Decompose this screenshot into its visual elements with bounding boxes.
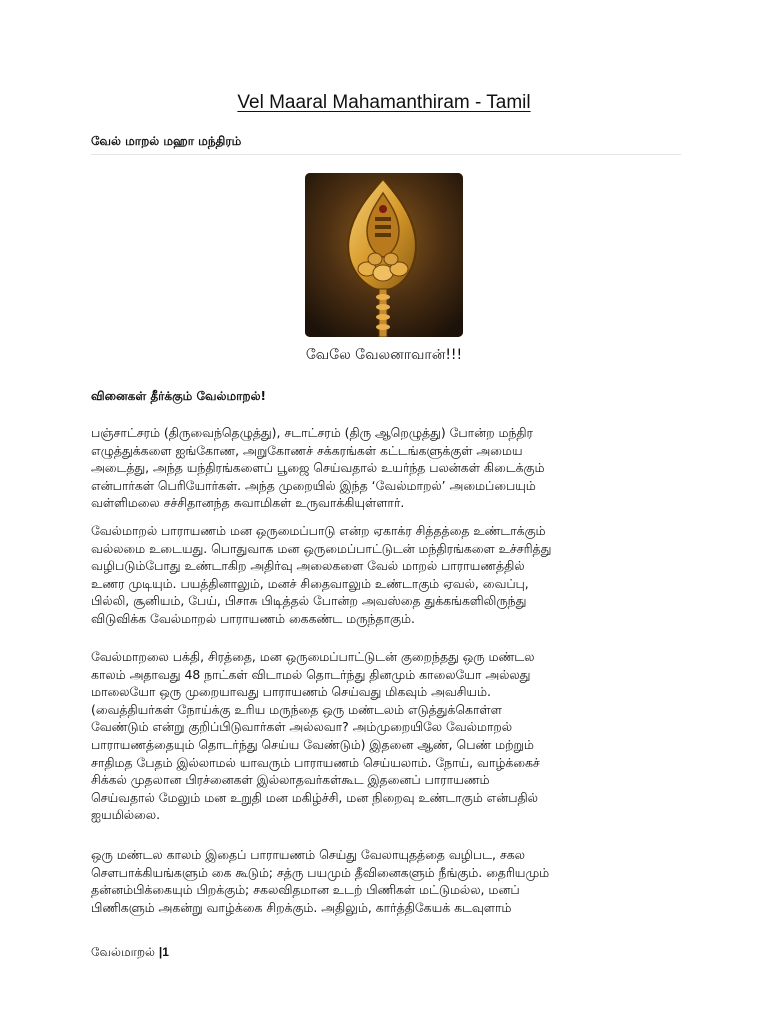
page-number: 1 bbox=[162, 945, 169, 959]
footer-separator: | bbox=[158, 945, 163, 959]
image-caption: வேலே வேலனாவான்!!! bbox=[305, 347, 463, 363]
paragraph-4: ஒரு மண்டல காலம் இதைப் பாராயணம் செய்து வேலாயுதத்தை வழிபட, சகல சௌபாக்கியங்களும் கை கூடும்; சத்ரு பயமும் தீவினைகளும் நீங்கும். தைரியமும் தன்னம்பிக்கையும் பிறக்கும்; சகலவிதமான உடற் பிணிகள் மட்டுமல்ல, மனப் பிணிகளும் அகன்று வாழ்க்கை சிறக்கும். அதிலும், கார்த்திகேயக் கடவுளாம் bbox=[91, 847, 550, 915]
section-heading: வேல் மாறல் மஹா மந்திரம் bbox=[91, 134, 681, 155]
document-title bbox=[0, 92, 768, 114]
footer-label: வேல்மாறல் bbox=[91, 945, 156, 959]
vel-spear-image bbox=[305, 173, 463, 337]
page-footer bbox=[91, 945, 169, 961]
vel-spear-illustration bbox=[305, 173, 463, 337]
subheading: வினைகள் தீர்க்கும் வேல்மாறல்! bbox=[91, 389, 267, 403]
paragraph-3: வேல்மாறலை பக்தி, சிரத்தை, மன ஒருமைப்பாட்டுடன் குறைந்தது ஒரு மண்டல காலம் அதாவது 48 நாட்கள் விடாமல் தொடர்ந்து தினமும் காலையோ அல்லது மாலையோ ஒரு முறையாவது பாராயணம் செய்வது மிகவும் அவசியம். (வைத்தியர்கள் நோய்க்கு உரிய மருந்தை ஒரு மண்டலம் எடுத்துக்கொள்ள வேண்டும் என்று குறிப்பிடுவார்கள் அல்லவா? அம்முறையிலே வேல்மாறல் பாராயணத்தையும் தொடர்ந்து செய்ய வேண்டும்) இதனை ஆண், பெண் மற்றும் சாதிமத பேதம் இல்லாமல் யாவரும் பாராயணம் செய்யலாம். நோய், வாழ்க்கைச் சிக்கல் முதலான பிரச்னைகள் இல்லாதவர்கள்கூட இதனைப் பாராயணம் செய்வதால் மேலும் மன உறுதி மன மகிழ்ச்சி, மன நிறைவு உண்டாகும் என்பதில் ஐயமில்லை. bbox=[91, 649, 540, 823]
paragraph-2: வேல்மாறல் பாராயணம் மன ஒருமைப்பாடு என்ற ஏகாக்ர சித்தத்தை உண்டாக்கும் வல்லமை உடையது. பொதுவாக மன ஒருமைப்பாட்டுடன் மந்திரங்களை உச்சரித்து வழிபடும்போது உண்டாகிற அதிர்வு அலைகளை வேல் மாறல் பாராயணத்தில் உணர முடியும். பயத்தினாலும், மனச் சிதைவாலும் உண்டாகும் ஏவல், வைப்பு, பில்லி, சூனியம், பேய், பிசாசு பிடித்தல் போன்ற அவஸ்தை துக்கங்களிலிருந்து விடுவிக்க வேல்மாறல் பாராயணம் கைகண்ட மருந்தாகும். bbox=[91, 523, 552, 626]
document-title-text: Vel Maaral Mahamanthiram - Tamil bbox=[237, 92, 531, 113]
paragraph-1: பஞ்சாட்சரம் (திருவைந்தெழுத்து), சடாட்சரம் (திரு ஆறெழுத்து) போன்ற மந்திர எழுத்துக்களை ஐங்கோண, அறுகோணச் சக்கரங்கள் கட்டங்களுக்குள் அமைய அடைத்து, அந்த யந்திரங்களைப் பூஜை செய்வதால் உயர்ந்த பலன்கள் கிடைக்கும் என்பார்கள் பெரியோர்கள். அந்த முறையில் இந்த ‘வேல்மாறல்’ அமைப்பையும் வள்ளிமலை சச்சிதானந்த சுவாமிகள் உருவாக்கியுள்ளார். bbox=[91, 425, 545, 511]
